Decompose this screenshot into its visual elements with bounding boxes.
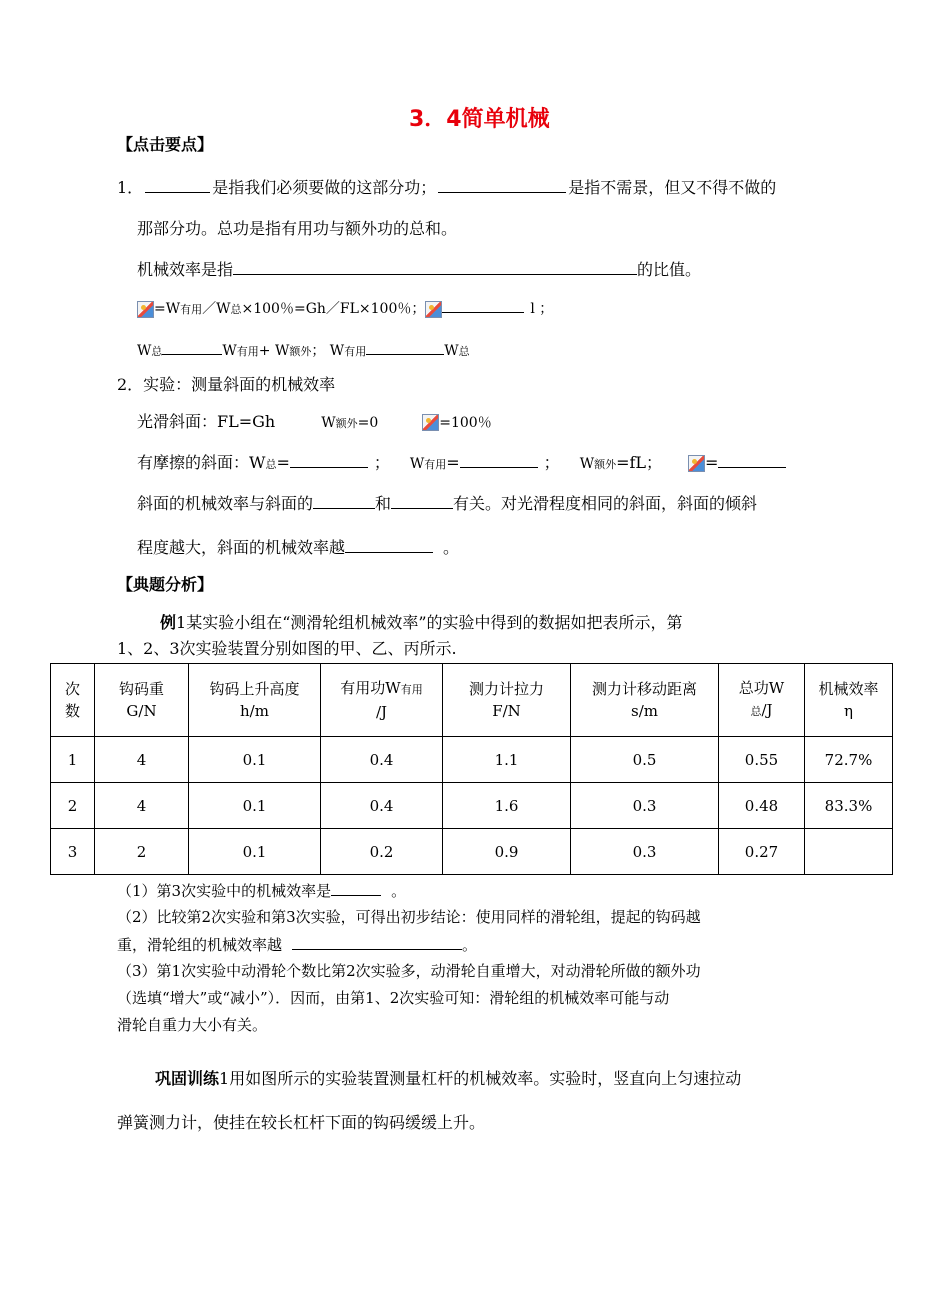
table-cell: 0.5 (571, 737, 719, 783)
blank-extra-work (438, 176, 566, 193)
blank-efficiency-definition (233, 258, 637, 275)
exercise-label: 巩固训练 (155, 1069, 220, 1088)
question-1-text: （1）第3次实验中的机械效率是 (117, 882, 332, 900)
header-cell: 机械效率 η (805, 664, 893, 737)
example-label: 例 (160, 613, 177, 632)
table-row (51, 783, 893, 829)
table-cell: 4 (95, 737, 189, 783)
eq: = (705, 453, 719, 472)
line-10-text-b: 。 (443, 538, 460, 557)
question-3-line-1: （3）第1次实验中动滑轮个数比第2次实验多，动滑轮自重增大，对动滑轮所做的额外功 (117, 962, 701, 980)
sub-total: 总 (458, 345, 470, 358)
exercise-1-text: 1用如图所示的实验装置测量杠杆的机械效率。实验时，竖直向上匀速拉动 (219, 1069, 742, 1088)
table-cell: 0.3 (571, 829, 719, 875)
table-cell: 1.6 (443, 783, 571, 829)
line-9-text-b: 和 (375, 494, 392, 513)
question-3-line-2: （选填“增大”或“减小”）．因而，由第1、2次实验可知：滑轮组的机械效率可能与动 (117, 989, 670, 1007)
sub-extra: 额外 (594, 458, 617, 471)
blank-w-total (290, 451, 368, 468)
line-10-text-a: 程度越大，斜面的机械效率越 (137, 538, 346, 557)
table-cell: 0.1 (189, 829, 321, 875)
eta-image-icon (688, 455, 705, 472)
table-header-row (51, 664, 893, 737)
line-5 (137, 338, 470, 363)
w-extra: W (321, 415, 336, 431)
blank-useful-work (145, 176, 210, 193)
w-total: W (137, 343, 152, 359)
formula-a: =W (154, 301, 181, 317)
smooth-incline: 光滑斜面：FL=Gh (137, 412, 276, 431)
eta-image-icon (422, 414, 439, 431)
w-useful-2: ； W (311, 343, 345, 359)
header-cell: 总功W 总/J (719, 664, 805, 737)
sub-extra: 额外 (335, 417, 358, 430)
example-1-line-1 (160, 612, 683, 634)
header-cell: 次 数 (51, 664, 95, 737)
line-8 (137, 451, 786, 476)
table-cell: 2 (95, 829, 189, 875)
w-extra-value: =fL； (616, 453, 663, 472)
line-9-text-c: 有关。对光滑程度相同的斜面，斜面的倾斜 (453, 494, 758, 513)
question-3-line-3: 滑轮自重力大小有关。 (117, 1016, 268, 1034)
table-cell: 1 (51, 737, 95, 783)
table-row (51, 737, 893, 783)
header-cell: 钩码重 G/N (95, 664, 189, 737)
table-cell: 4 (95, 783, 189, 829)
w-useful: W (409, 456, 425, 472)
line-1-text-a: 是指我们必须要做的这部分功； (212, 178, 437, 197)
sub-useful: 有用 (344, 345, 367, 358)
table-cell: 0.3 (571, 783, 719, 829)
line-9-text-a: 斜面的机械效率与斜面的 (137, 494, 314, 513)
line-3 (137, 258, 701, 281)
sub-extra: 额外 (289, 345, 312, 358)
table-cell: 83.3% (805, 783, 893, 829)
sub-useful: 有用 (236, 345, 259, 358)
question-1 (117, 879, 406, 902)
question-2-line-2 (117, 933, 477, 956)
table-cell: 0.4 (321, 737, 443, 783)
data-table (50, 663, 893, 875)
exercise-1-line-2: 弹簧测力计，使挂在较长杠杆下面的钩码缓缓上升。 (117, 1113, 486, 1132)
formula-b: ／W (202, 301, 231, 317)
blank-higher-lower (345, 536, 433, 553)
blank-factor-2 (391, 492, 453, 509)
section-key-points: 【点击要点】 (117, 135, 214, 154)
eta-value: =100％ (439, 415, 492, 431)
sub-total: 总 (230, 303, 242, 316)
line-4 (137, 296, 553, 321)
line-9 (137, 492, 757, 515)
line-2: 那部分功。总功是指有用功与额外功的总和。 (137, 219, 458, 238)
blank-eta-compare (442, 296, 524, 313)
table-cell: 2 (51, 783, 95, 829)
table-cell: 0.48 (719, 783, 805, 829)
question-1-end: 。 (391, 882, 407, 900)
sub-useful: 有用 (424, 458, 447, 471)
w-total-2: W (444, 343, 459, 359)
table-cell (805, 829, 893, 875)
sep: ； (543, 453, 560, 472)
w-extra: W (579, 456, 595, 472)
line-1-number: 1． (117, 178, 144, 197)
w-useful: W (222, 343, 237, 359)
formula-d: l ； (530, 301, 554, 317)
table-cell: 1.1 (443, 737, 571, 783)
example-1-line-2: 1、2、3次实验装置分别如图的甲、乙、丙所示. (117, 639, 457, 658)
blank-efficiency-3 (331, 879, 381, 896)
blank-higher-lower-2 (292, 933, 462, 950)
header-cell: 有用功W有用 /J (321, 664, 443, 737)
line-7 (137, 411, 492, 435)
table-cell: 0.27 (719, 829, 805, 875)
exercise-1-line-1 (155, 1068, 741, 1090)
sep: ； (373, 453, 390, 472)
blank-w-useful (460, 451, 538, 468)
section-examples: 【典题分析】 (117, 575, 214, 594)
table-cell: 72.7% (805, 737, 893, 783)
friction-incline: 有摩擦的斜面：W (137, 453, 266, 472)
formula-c: ×100％=Gh／FL×100％； (241, 301, 426, 317)
blank-compare-2 (366, 338, 444, 355)
header-cell: 测力计移动距离 s/m (571, 664, 719, 737)
table-cell: 0.55 (719, 737, 805, 783)
table-cell: 0.9 (443, 829, 571, 875)
eq: = (446, 453, 460, 472)
table-cell: 0.1 (189, 737, 321, 783)
eq: = (276, 453, 290, 472)
question-2-end: 。 (462, 936, 478, 954)
table-cell: 0.2 (321, 829, 443, 875)
sub-useful: 有用 (180, 303, 203, 316)
sub-total: 总 (151, 345, 163, 358)
question-2-text: 重，滑轮组的机械效率越 (117, 936, 283, 954)
w-extra-value: =0 (357, 415, 379, 431)
sub-total: 总 (265, 458, 277, 471)
header-cell: 钩码上升高度 h/m (189, 664, 321, 737)
line-3-text-b: 的比值。 (637, 260, 702, 279)
blank-compare-1 (162, 338, 222, 355)
line-10 (137, 536, 459, 559)
line-1-text-b: 是指不需景，但又不得不做的 (568, 178, 777, 197)
header-cell: 测力计拉力 F/N (443, 664, 571, 737)
blank-factor-1 (313, 492, 375, 509)
page-title: 3．4简单机械 (409, 107, 550, 132)
table-cell: 3 (51, 829, 95, 875)
plus-w-extra: + W (258, 343, 290, 359)
line-3-text-a: 机械效率是指 (137, 260, 234, 279)
table-cell: 0.1 (189, 783, 321, 829)
question-2-line-1: （2）比较第2次实验和第3次实验，可得出初步结论：使用同样的滑轮组，提起的钩码越 (117, 908, 701, 926)
table-cell: 0.4 (321, 783, 443, 829)
line-6: 2．实验：测量斜面的机械效率 (117, 375, 336, 394)
table-row (51, 829, 893, 875)
eta-image-icon (425, 301, 442, 318)
eta-image-icon (137, 301, 154, 318)
example-1-text: 1某实验小组在“测滑轮组机械效率”的实验中得到的数据如把表所示，第 (176, 613, 683, 632)
line-1 (117, 176, 776, 199)
blank-eta (718, 451, 786, 468)
